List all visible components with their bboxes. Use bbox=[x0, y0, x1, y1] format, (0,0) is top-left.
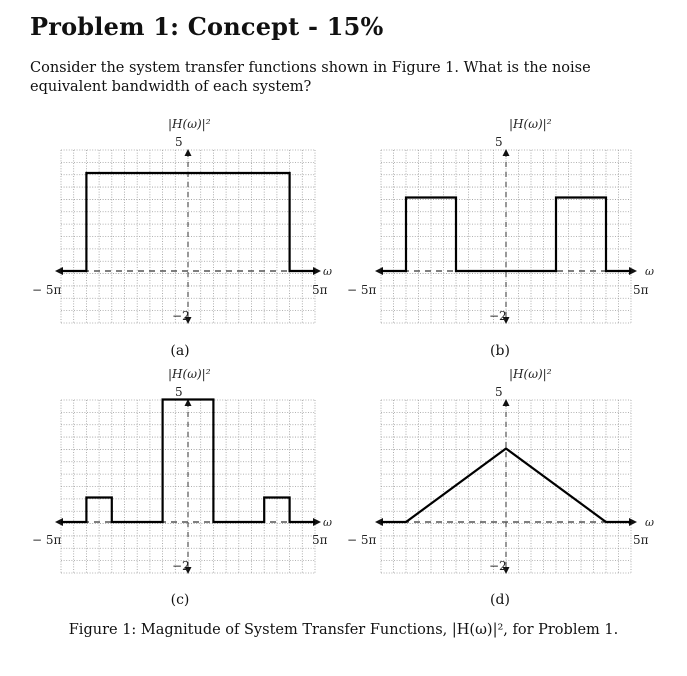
figure-panel-a bbox=[20, 108, 340, 340]
subfigure-label-b: (b) bbox=[490, 343, 510, 359]
plot-c bbox=[20, 358, 340, 590]
y-tick-label-bottom: −2 bbox=[172, 559, 190, 573]
figure-panel-d bbox=[341, 358, 671, 590]
x-tick-label-right: 5π bbox=[312, 533, 328, 547]
subfigure-label-d: (d) bbox=[490, 592, 510, 608]
x-tick-label-right: 5π bbox=[633, 283, 649, 297]
x-tick-label-left: − 5π bbox=[347, 533, 377, 547]
y-axis-arrow-up-icon bbox=[185, 149, 192, 156]
plot-d bbox=[341, 358, 671, 590]
x-tick-label-left: − 5π bbox=[32, 533, 62, 547]
y-tick-label-top: 5 bbox=[175, 135, 183, 149]
y-axis-label: |H(ω)|² bbox=[509, 367, 552, 381]
x-axis-label: ω bbox=[323, 516, 332, 529]
x-axis-label: ω bbox=[645, 516, 654, 529]
figure-panel-b bbox=[341, 108, 671, 340]
y-axis-label: |H(ω)|² bbox=[168, 367, 211, 381]
problem-title: Problem 1: Concept - 15% bbox=[30, 12, 384, 41]
subfigure-label-a: (a) bbox=[170, 343, 190, 359]
y-tick-label-top: 5 bbox=[495, 135, 503, 149]
y-tick-label-top: 5 bbox=[495, 385, 503, 399]
y-tick-label-bottom: −2 bbox=[489, 559, 507, 573]
y-tick-label-bottom: −2 bbox=[489, 309, 507, 323]
x-tick-label-right: 5π bbox=[312, 283, 328, 297]
x-tick-label-right: 5π bbox=[633, 533, 649, 547]
y-tick-label-top: 5 bbox=[175, 385, 183, 399]
figure-caption: Figure 1: Magnitude of System Transfer Functions, |H(ω)|², for Problem 1. bbox=[68, 622, 619, 638]
subfigure-label-c: (c) bbox=[170, 592, 190, 608]
x-tick-label-left: − 5π bbox=[347, 283, 377, 297]
figure-panel-c bbox=[20, 358, 340, 590]
plot-b bbox=[341, 108, 671, 340]
x-axis-label: ω bbox=[323, 265, 332, 278]
y-axis-label: |H(ω)|² bbox=[509, 117, 552, 131]
plot-a bbox=[20, 108, 340, 340]
y-axis-label: |H(ω)|² bbox=[168, 117, 211, 131]
y-tick-label-bottom: −2 bbox=[172, 309, 190, 323]
x-axis-label: ω bbox=[645, 265, 654, 278]
problem-text: Consider the system transfer functions shown in Figure 1. What is the noise equivalent bandwidth of each system? bbox=[30, 60, 591, 95]
x-tick-label-left: − 5π bbox=[32, 283, 62, 297]
